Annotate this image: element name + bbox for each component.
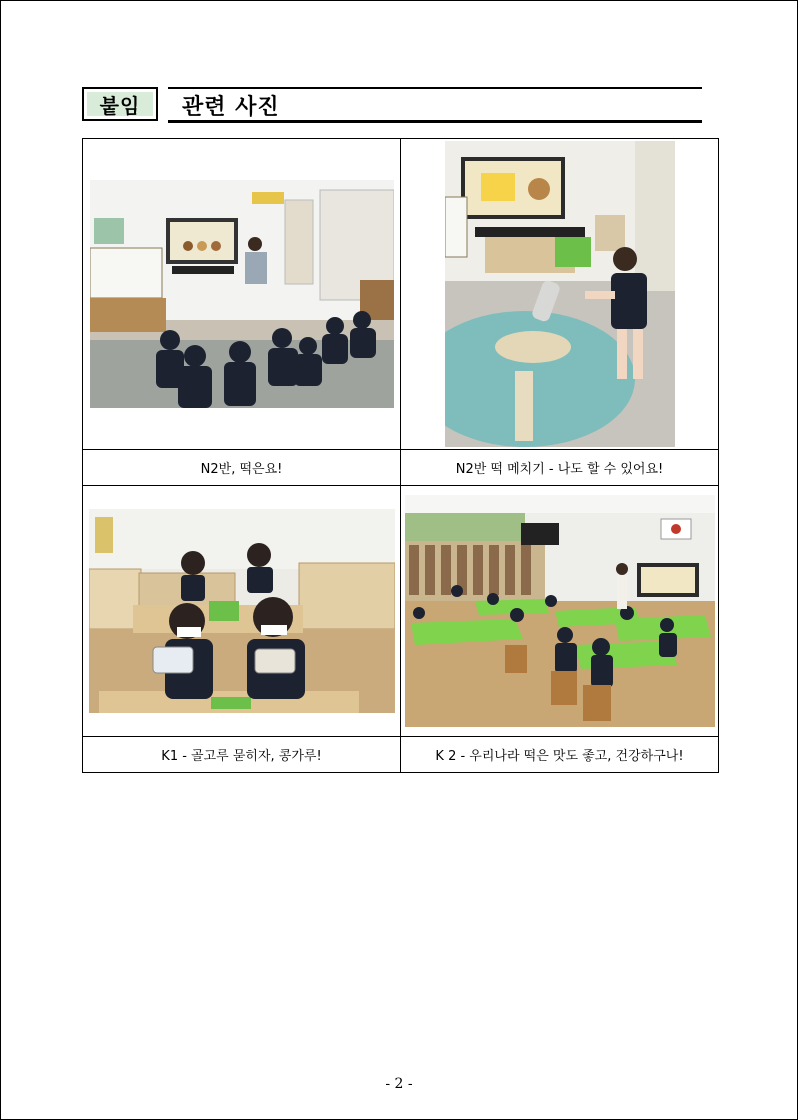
header-rule-bottom: [168, 120, 702, 123]
classroom-tables-photo: [405, 495, 715, 727]
section-title: 관련 사진: [182, 95, 280, 120]
photo-table: [82, 138, 719, 773]
caption-2: N2반 떡 메치기 - 나도 할 수 있어요!: [401, 450, 719, 486]
photo-cell-3: [83, 486, 401, 737]
kids-with-containers-photo: [89, 509, 395, 713]
attachment-tag-label: 붙임: [87, 92, 153, 116]
caption-3: K1 - 골고루 묻히자, 콩가루!: [83, 737, 401, 773]
caption-1: N2반, 떡은요!: [83, 450, 401, 486]
attachment-tag: [82, 87, 158, 121]
photo-cell-4: [401, 486, 719, 737]
classroom-tv-lesson-photo: [90, 180, 394, 408]
rice-cake-pounding-photo: [445, 141, 675, 447]
header-rule-top: [168, 87, 702, 89]
caption-4: K 2 - 우리나라 떡은 맛도 좋고, 건강하구나!: [401, 737, 719, 773]
page-number: - 2 -: [385, 1076, 413, 1092]
photo-cell-2: [401, 139, 719, 450]
section-header: [82, 86, 702, 126]
photo-cell-1: [83, 139, 401, 450]
